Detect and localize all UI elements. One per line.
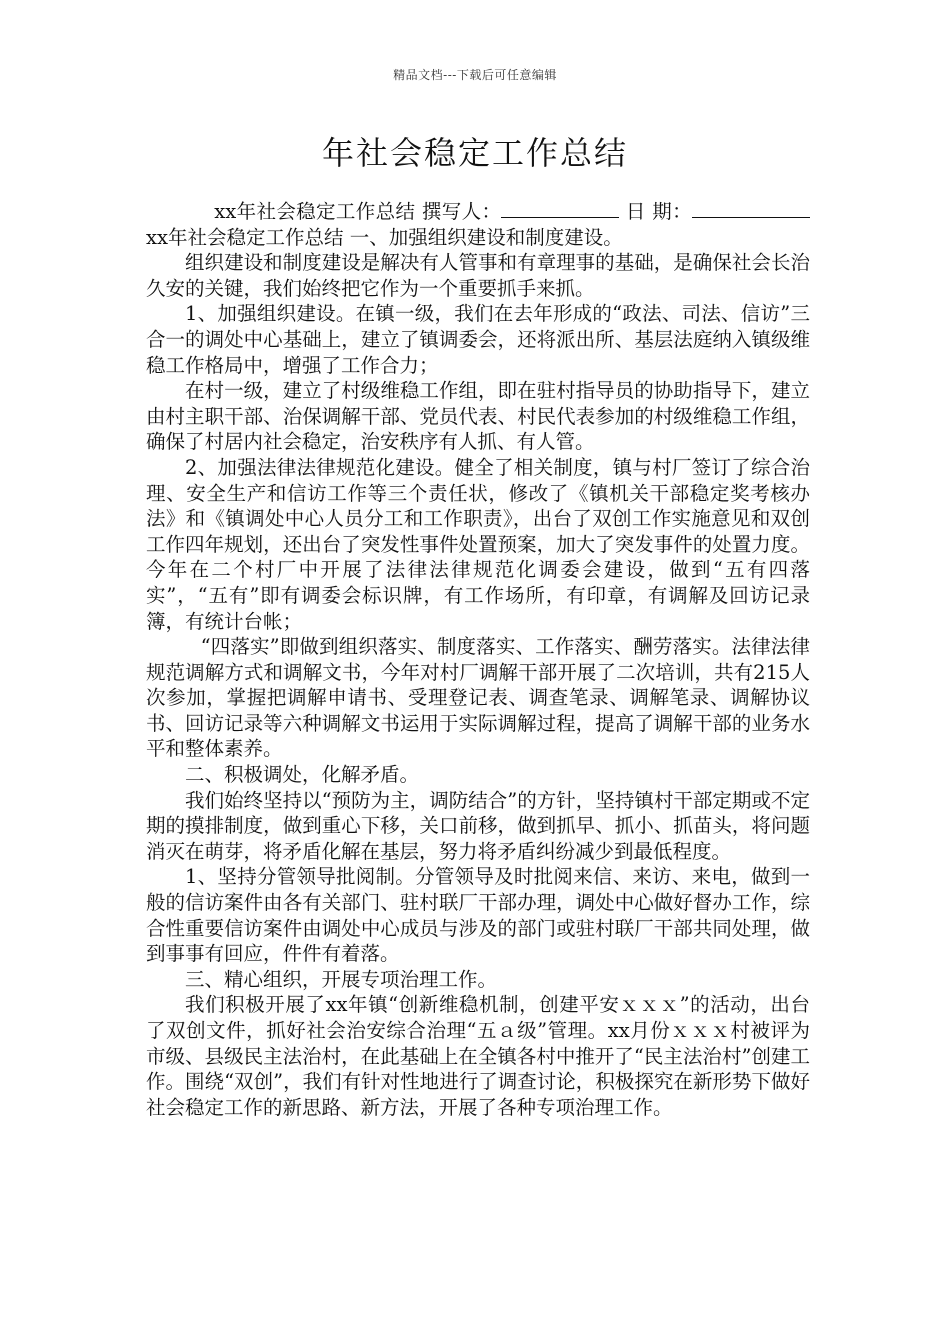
body-paragraph: 1、加强组织建设。在镇一级，我们在去年形成的“政法、司法、信访”三合一的调处中心基础上，建立了镇调委会，还将派出所、基层法庭纳入镇级维稳工作格局中，增强了工作合力； [146, 302, 810, 377]
intro-text-part3: xx年社会稳定工作总结 一、加强组织建设和制度建设。 [146, 225, 623, 249]
header-note: 精品文档---下载后可任意编辑 [393, 68, 557, 82]
date-blank-continued [722, 199, 810, 218]
document-body [146, 199, 810, 1120]
date-blank [692, 199, 722, 218]
intro-text-part1: xx年社会稳定工作总结 撰写人： [214, 200, 502, 223]
body-paragraph: 组织建设和制度建设是解决有人管事和有章理事的基础，是确保社会长治久安的关键，我们始终把它作为一个重要抓手来抓。 [146, 251, 810, 300]
body-paragraph: 2、加强法律法律规范化建设。健全了相关制度，镇与村厂签订了综合治理、安全生产和信访工作等三个责任状，修改了《镇机关干部稳定奖考核办法》和《镇调处中心人员分工和工作职责》，出台了双创工作实施意见和双创工作四年规划，还出台了突发性事件处置预案，加大了突发事件的处置力度。今年在二个村厂中开展了法律法律规范化调委会建设，做到“五有四落实”，“五有”即有调委会标识牌，有工作场所，有印章，有调解及回访记录簿，有统计台帐； [146, 455, 810, 633]
section-heading: 二、积极调处，化解矛盾。 [185, 763, 420, 787]
body-paragraph: 我们始终坚持以“预防为主，调防结合”的方针，坚持镇村干部定期或不定期的摸排制度，做到重心下移，关口前移，做到抓早、抓小、抓苗头，将问题消灭在萌芽，将矛盾化解在基层，努力将矛盾纠纷减少到最低程度。 [146, 788, 810, 863]
section-heading: 三、精心组织，开展专项治理工作。 [185, 967, 498, 991]
body-paragraph: 在村一级，建立了村级维稳工作组，即在驻村指导员的协助指导下，建立由村主职干部、治保调解干部、党员代表、村民代表参加的村级维稳工作组，确保了村居内社会稳定，治安秩序有人抓、有人管。 [146, 379, 810, 454]
intro-paragraph [146, 199, 810, 250]
document-title: 年社会稳定工作总结 [321, 134, 628, 172]
body-paragraph: 1、坚持分管领导批阅制。分管领导及时批阅来信、来访、来电，做到一般的信访案件由各有关部门、驻村联厂干部办理，调处中心做好督办工作，综合性重要信访案件由调处中心成员与涉及的部门或驻村联厂干部共同处理，做到事事有回应，件件有着落。 [146, 865, 810, 966]
body-paragraph: “四落实”即做到组织落实、制度落实、工作落实、酬劳落实。法律法律规范调解方式和调解文书，今年对村厂调解干部开展了二次培训，共有215人次参加，掌握把调解申请书、受理登记表、调查笔录、调解笔录、调解协议书、回访记录等六种调解文书运用于实际调解过程，提高了调解干部的业务水平和整体素养。 [146, 635, 810, 761]
author-blank [501, 199, 619, 218]
body-paragraph: 我们积极开展了xx年镇“创新维稳机制，创建平安ｘｘｘ”的活动，出台了双创文件，抓好社会治安综合治理“五ａ级”管理。xx月份ｘｘｘ村被评为市级、县级民主法治村，在此基础上在全镇各村中推开了“民主法治村”创建工作。围绕“双创”，我们有针对性地进行了调查讨论，积极探究在新形势下做好社会稳定工作的新思路、新方法，开展了各种专项治理工作。 [146, 993, 810, 1119]
intro-text-part2: 日 期： [619, 200, 692, 223]
